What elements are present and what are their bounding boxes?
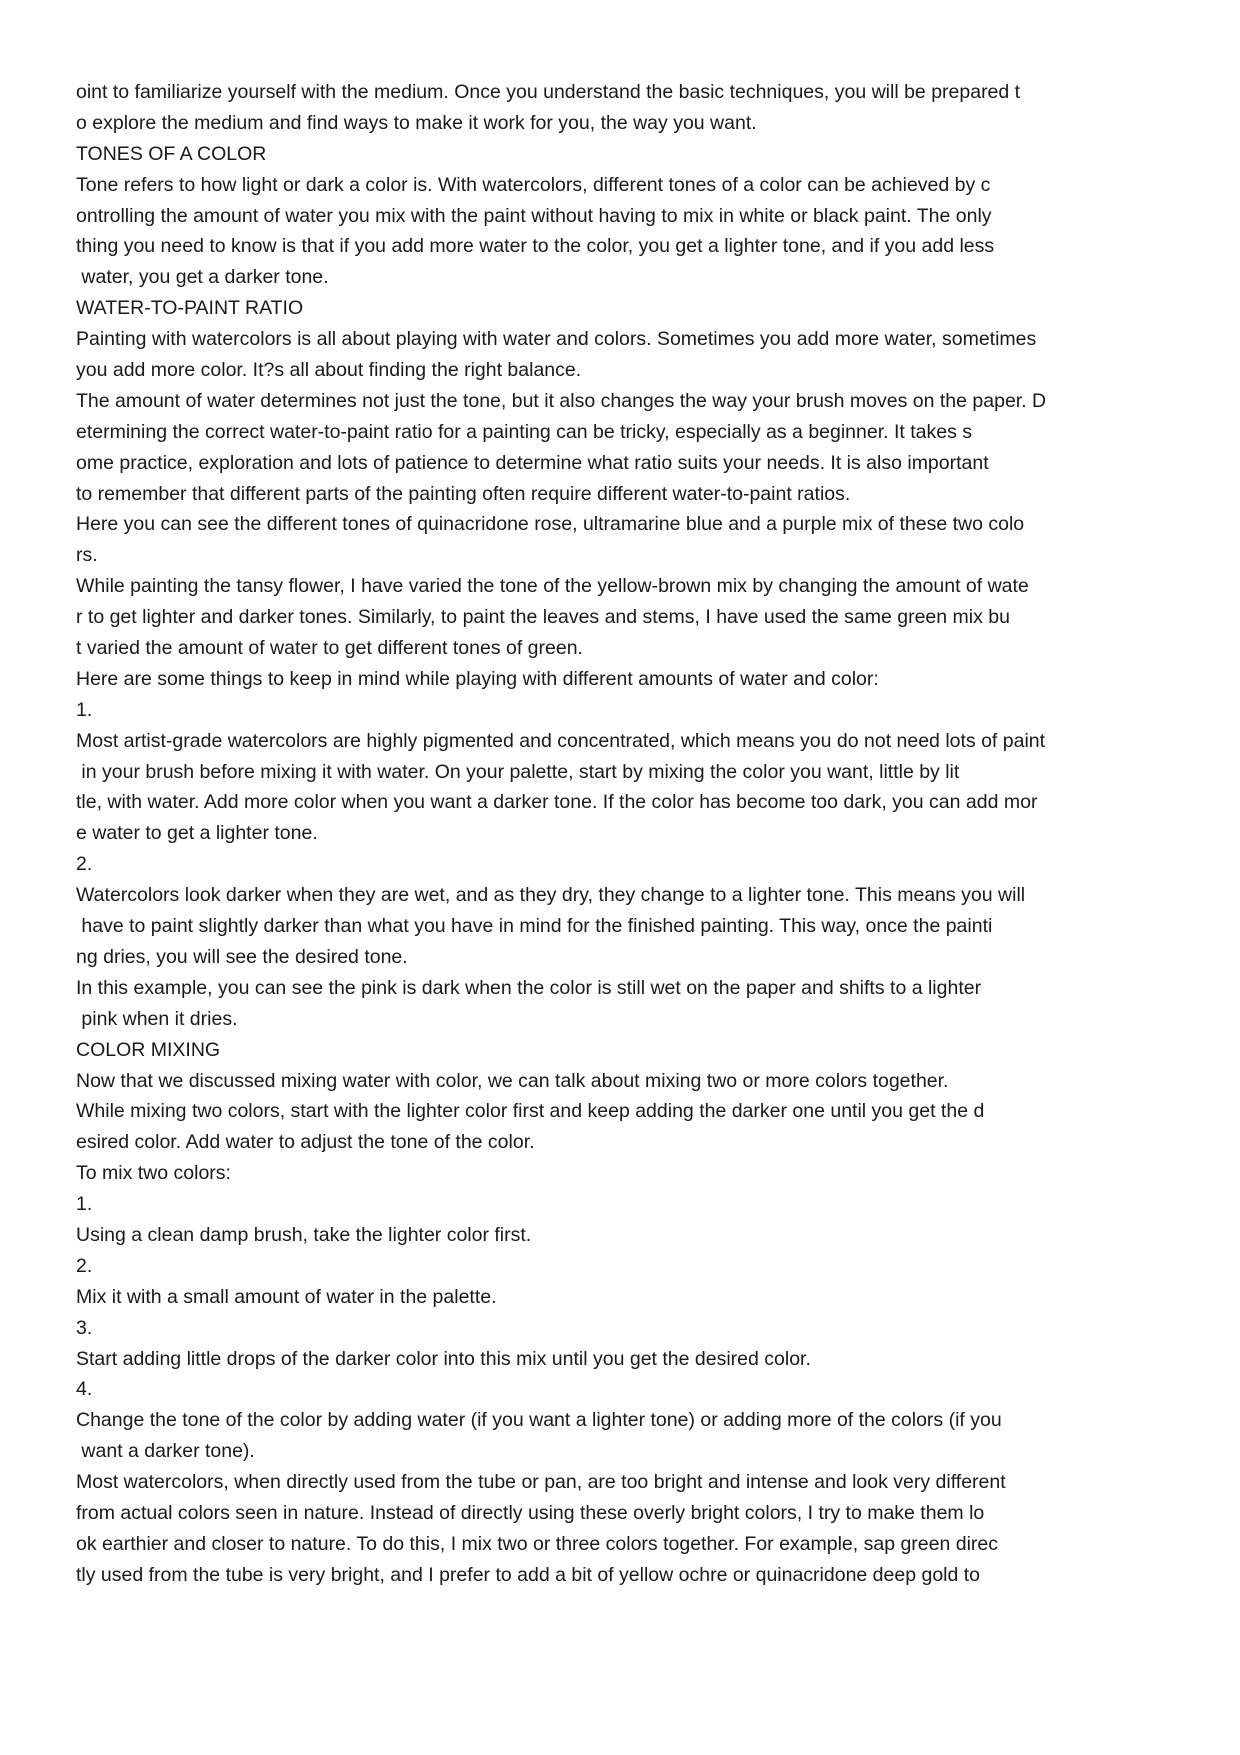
text-line: in your brush before mixing it with water. On your palette, start by mixing the color you want, little by lit [76,760,960,783]
text-line: from actual colors seen in nature. Instead of directly using these overly bright colors, I try to make them lo [76,1501,985,1524]
text-line: In this example, you can see the pink is dark when the color is still wet on the paper and shifts to a lighter [76,976,982,999]
list-number: 2. [76,1254,93,1277]
text-line: esired color. Add water to adjust the tone of the color. [76,1131,535,1154]
text-line: have to paint slightly darker than what you have in mind for the finished painting. This way, once the painti [76,915,993,938]
text-line: tle, with water. Add more color when you want a darker tone. If the color has become too dark, you can add mor [76,791,1038,814]
text-line: While painting the tansy flower, I have varied the tone of the yellow-brown mix by changing the amount of wate [76,575,1029,598]
text-line: o explore the medium and find ways to make it work for you, the way you want. [76,111,757,134]
text-line: Painting with watercolors is all about playing with water and colors. Sometimes you add more water, sometimes [76,328,1037,351]
text-line: Using a clean damp brush, take the lighter color first. [76,1223,532,1246]
text-line: Most watercolors, when directly used from the tube or pan, are too bright and intense and look very different [76,1471,1006,1494]
text-line: rs. [76,544,98,567]
text-line: Start adding little drops of the darker color into this mix until you get the desired color. [76,1347,811,1370]
text-line: Here you can see the different tones of quinacridone rose, ultramarine blue and a purple mix of these two colo [76,513,1025,536]
text-line: want a darker tone). [76,1440,255,1463]
list-number: 1. [76,1193,93,1216]
text-line: water, you get a darker tone. [76,266,329,289]
text-line: To mix two colors: [76,1162,231,1185]
text-line: e water to get a lighter tone. [76,822,318,845]
section-heading: WATER-TO-PAINT RATIO [76,297,304,320]
text-line: t varied the amount of water to get different tones of green. [76,637,583,660]
text-line: to remember that different parts of the painting often require different water-to-paint ratios. [76,482,851,505]
list-number: 2. [76,853,93,876]
text-line: thing you need to know is that if you add more water to the color, you get a lighter tone, and if you add less [76,235,995,258]
text-line: Most artist-grade watercolors are highly pigmented and concentrated, which means you do not need lots of paint [76,729,1046,752]
section-heading: TONES OF A COLOR [76,142,267,165]
text-line: Now that we discussed mixing water with color, we can talk about mixing two or more colors together. [76,1069,949,1092]
text-line: The amount of water determines not just the tone, but it also changes the way your brush moves on the paper. D [76,389,1047,412]
list-number: 3. [76,1316,93,1339]
text-line: Mix it with a small amount of water in the palette. [76,1285,497,1308]
text-line: Watercolors look darker when they are wet, and as they dry, they change to a lighter tone. This means you will [76,884,1026,907]
text-line: ok earthier and closer to nature. To do this, I mix two or three colors together. For example, sap green direc [76,1532,999,1555]
document-page [76,77,1176,1591]
text-line: oint to familiarize yourself with the medium. Once you understand the basic techniques, you will be prepared t [76,81,1021,103]
section-heading: COLOR MIXING [76,1038,221,1061]
text-line: Change the tone of the color by adding water (if you want a lighter tone) or adding more of the colors (if you [76,1409,1002,1432]
text-line: While mixing two colors, start with the lighter color first and keep adding the darker one until you get the d [76,1100,985,1123]
text-line: etermining the correct water-to-paint ratio for a painting can be tricky, especially as a beginner. It takes s [76,420,973,443]
text-line: r to get lighter and darker tones. Similarly, to paint the leaves and stems, I have used the same green mix bu [76,606,1010,629]
text-line: ng dries, you will see the desired tone. [76,945,408,968]
text-line: Tone refers to how light or dark a color is. With watercolors, different tones of a color can be achieved by c [76,173,991,196]
list-number: 1. [76,698,93,721]
list-number: 4. [76,1378,93,1401]
text-line: ome practice, exploration and lots of patience to determine what ratio suits your needs. It is also important [76,451,989,474]
text-line: you add more color. It?s all about finding the right balance. [76,359,582,382]
text-line: pink when it dries. [76,1007,238,1030]
text-line: ontrolling the amount of water you mix with the paint without having to mix in white or black paint. The only [76,204,992,227]
text-line: tly used from the tube is very bright, and I prefer to add a bit of yellow ochre or quinacridone deep gold to [76,1563,981,1586]
text-line: Here are some things to keep in mind while playing with different amounts of water and color: [76,667,879,690]
